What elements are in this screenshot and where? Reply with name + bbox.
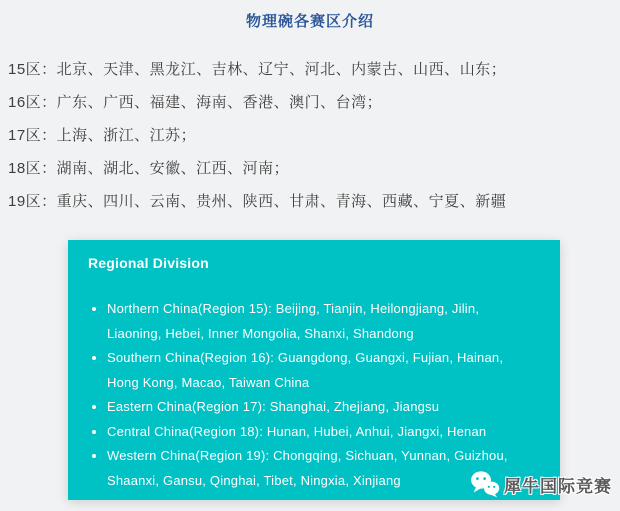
wechat-icon [470,470,500,498]
region-item-eastern: • Eastern China(Region 17): Shanghai, Zhejiang, Jiangsu [107,395,522,420]
region-line-17: 17区：上海、浙江、江苏； [8,127,197,144]
region-item-northern: • Northern China(Region 15): Beijing, Tianjin, Heilongjiang, Jilin, Liaoning, Hebei, Inner Mongolia, Shanxi, Shandong [107,297,522,346]
page-title: 物理碗各赛区介绍 [245,13,374,30]
card-heading: Regional Division [88,255,209,271]
region-line-15: 15区：北京、天津、黑龙江、吉林、辽宁、河北、内蒙古、山西、山东； [8,61,507,78]
region-list-cn [8,53,612,218]
region-line-19: 19区：重庆、四川、云南、贵州、陕西、甘肃、青海、西藏、宁夏、新疆 [8,193,507,210]
watermark [470,470,612,498]
region-list-en [68,297,560,493]
watermark-label: 犀牛国际竞赛 [504,476,612,496]
region-item-western: • Western China(Region 19): Chongqing, Sichuan, Yunnan, Guizhou, Shaanxi, Gansu, Qinghai, Tibet, Ningxia, Xinjiang [107,444,522,493]
region-item-central: • Central China(Region 18): Hunan, Hubei, Anhui, Jiangxi, Henan [107,420,522,445]
region-line-18: 18区：湖南、湖北、安徽、江西、河南； [8,160,290,177]
regional-division-card [68,240,560,500]
region-item-southern: • Southern China(Region 16): Guangdong, Guangxi, Fujian, Hainan, Hong Kong, Macao, Taiwan China [107,346,522,395]
region-line-16: 16区：广东、广西、福建、海南、香港、澳门、台湾； [8,94,383,111]
